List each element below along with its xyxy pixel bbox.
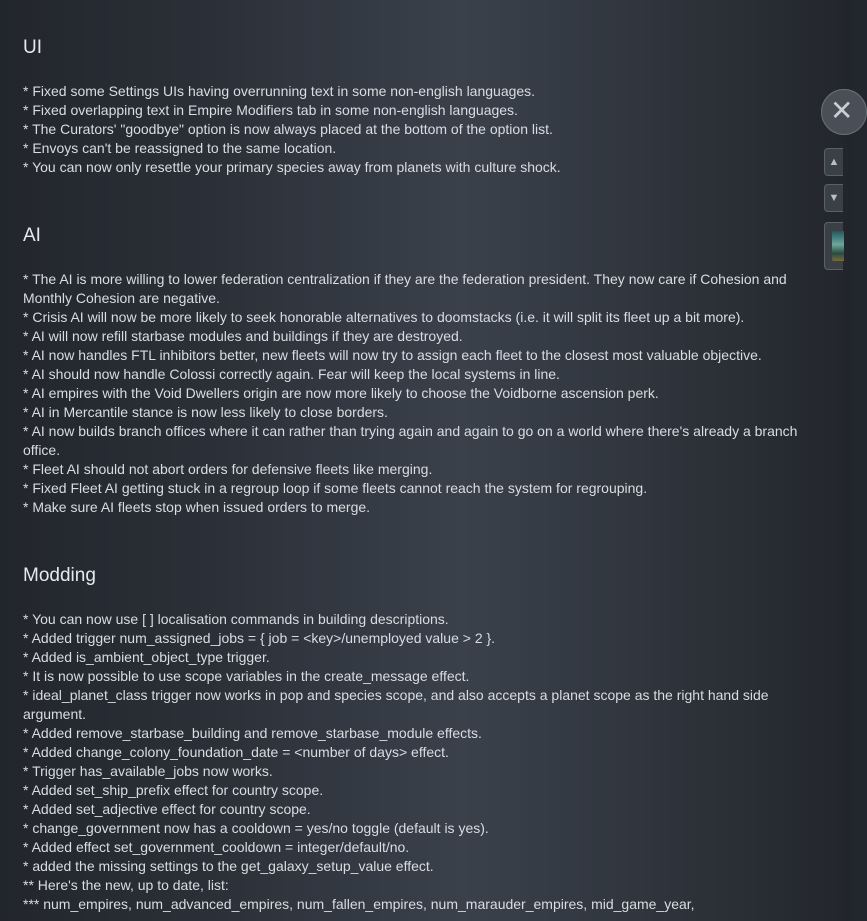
scroll-down-button[interactable] <box>824 184 843 212</box>
section-list-ui <box>23 82 813 177</box>
list-item: * Added is_ambient_object_type trigger. <box>23 649 270 665</box>
list-item: * It is now possible to use scope variables in the create_message effect. <box>23 668 470 684</box>
thumbnail-image <box>832 231 844 261</box>
list-item: * Added change_colony_foundation_date = <number of days> effect. <box>23 744 449 760</box>
list-item: * Fixed some Settings UIs having overrunning text in some non-english languages. <box>23 83 536 99</box>
section-modding <box>23 564 813 914</box>
section-list-modding <box>23 610 813 914</box>
section-list-ai <box>23 270 813 517</box>
list-item: * change_government now has a cooldown = yes/no toggle (default is yes). <box>23 820 489 836</box>
list-item: * added the missing settings to the get_galaxy_setup_value effect. <box>23 858 434 874</box>
section-title-ai: AI <box>23 225 41 246</box>
section-ui <box>23 36 813 177</box>
list-item: * You can now use [ ] localisation commands in building descriptions. <box>23 611 449 627</box>
scroll-up-button[interactable] <box>824 148 843 176</box>
list-item: ** Here's the new, up to date, list: <box>23 877 229 893</box>
list-item: * Make sure AI fleets stop when issued orders to merge. <box>23 499 371 515</box>
list-item: * Crisis AI will now be more likely to seek honorable alternatives to doomstacks (i.e. it will split its fleet up a bit more). <box>23 309 745 325</box>
list-item: * Added trigger num_assigned_jobs = { job = <key>/unemployed value > 2 }. <box>23 630 496 646</box>
list-item: * AI will now refill starbase modules and buildings if they are destroyed. <box>23 328 463 344</box>
list-item: * Trigger has_available_jobs now works. <box>23 763 273 779</box>
list-item: * The Curators' "goodbye" option is now always placed at the bottom of the option list. <box>23 121 553 137</box>
list-item: * Added effect set_government_cooldown = integer/default/no. <box>23 839 410 855</box>
list-item: * Fixed Fleet AI getting stuck in a regroup loop if some fleets cannot reach the system for regrouping. <box>23 480 648 496</box>
section-ai <box>23 224 813 517</box>
section-title-ui: UI <box>23 37 42 58</box>
list-item: * AI should now handle Colossi correctly again. Fear will keep the local systems in line. <box>23 366 560 382</box>
list-item: * AI empires with the Void Dwellers origin are now more likely to choose the Voidborne ascension perk. <box>23 385 659 401</box>
list-item: * AI in Mercantile stance is now less likely to close borders. <box>23 404 388 420</box>
list-item: * ideal_planet_class trigger now works in pop and species scope, and also accepts a planet scope as the right hand side argument. <box>23 687 769 722</box>
list-item: * Fixed overlapping text in Empire Modifiers tab in some non-english languages. <box>23 102 518 118</box>
list-item: * Added set_ship_prefix effect for country scope. <box>23 782 324 798</box>
list-item: * AI now handles FTL inhibitors better, new fleets will now try to assign each fleet to the closest most valuable objective. <box>23 347 762 363</box>
list-item: *** num_empires, num_advanced_empires, num_fallen_empires, num_marauder_empires, mid_game_year, <box>23 896 695 912</box>
list-item: * Fleet AI should not abort orders for defensive fleets like merging. <box>23 461 433 477</box>
list-item: * Added set_adjective effect for country scope. <box>23 801 311 817</box>
patch-notes <box>23 36 813 914</box>
list-item: * AI now builds branch offices where it can rather than trying again and again to go on a world where there's already a branch office. <box>23 423 798 458</box>
list-item: * Added remove_starbase_building and remove_starbase_module effects. <box>23 725 482 741</box>
close-icon: ✕ <box>830 95 854 126</box>
list-item: * You can now only resettle your primary species away from planets with culture shock. <box>23 159 561 175</box>
list-item: * The AI is more willing to lower federation centralization if they are the federation president. They now care if Cohesion and Monthly Cohesion are negative. <box>23 271 787 306</box>
thumbnail-button[interactable] <box>824 222 843 270</box>
list-item: * Envoys can't be reassigned to the same location. <box>23 140 337 156</box>
section-title-modding: Modding <box>23 565 96 586</box>
chevron-down-icon: ▼ <box>828 192 840 204</box>
close-button[interactable] <box>821 89 867 135</box>
chevron-up-icon: ▲ <box>828 156 840 168</box>
